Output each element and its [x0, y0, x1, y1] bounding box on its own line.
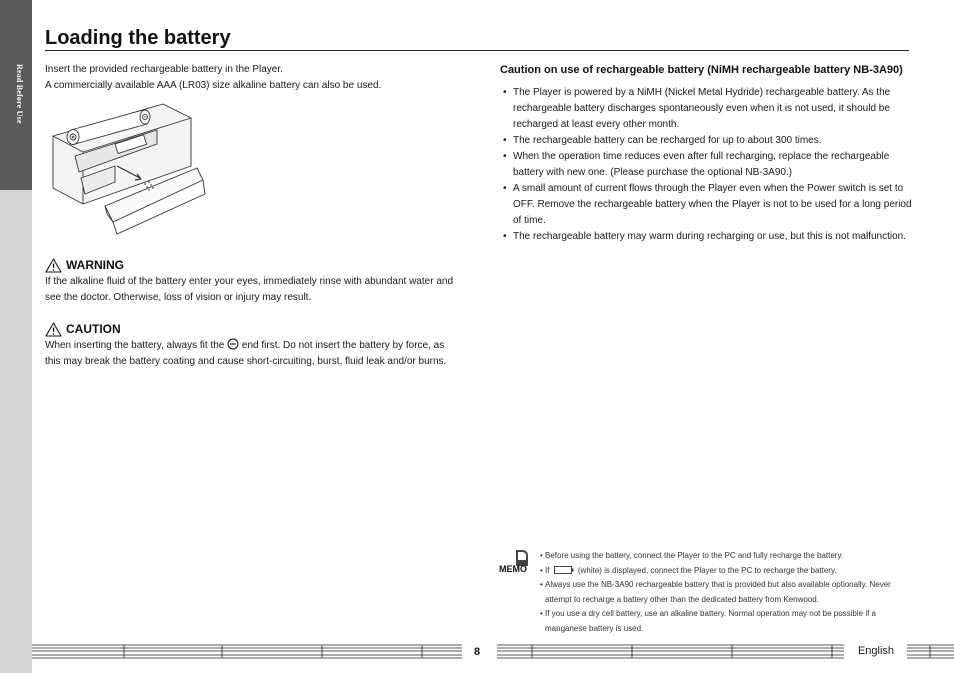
memo-item-text-end: (white) is displayed, connect the Player to the PC to recharge the battery. — [577, 565, 837, 575]
memo-item: • Always use the NB-3A90 rechargeable battery that is provided but also available optionally. Never attempt to recharge a battery other than the dedicated battery from Kenwood. — [540, 580, 891, 604]
minus-terminal-icon — [227, 338, 239, 350]
memo-item-text-start: If — [545, 565, 550, 575]
list-item: • The Player is powered by a NiMH (Nickel Metal Hydride) rechargeable battery. As the rechargeable battery discharges spontaneously even when it is not used, it should be recharged at least every other month. — [503, 87, 891, 130]
list-item-text: The rechargeable battery can be recharged for up to about 300 times. — [513, 135, 822, 146]
intro-line-1: Insert the provided rechargeable battery in the Player. — [45, 64, 283, 75]
memo-list — [540, 549, 910, 636]
memo-item: • If you use a dry cell battery, use an alkaline battery. Normal operation may not be possible if a manganese battery is used. — [540, 609, 876, 633]
memo-item: • Before using the battery, connect the Player to the PC and fully recharge the battery. — [540, 551, 844, 560]
intro-text — [45, 62, 457, 94]
battery-insertion-illustration-icon — [45, 96, 210, 241]
side-tab — [0, 0, 32, 190]
caution-notice — [45, 320, 457, 370]
list-item-text: The rechargeable battery may warm during recharging or use, but this is not malfunction. — [513, 231, 906, 242]
side-tab-label: Read Before Use — [15, 64, 24, 124]
list-item-text: A small amount of current flows through the Player even when the Power switch is set to OFF. Remove the rechargeable battery when the Player is not to be used for a long period of time. — [513, 183, 912, 226]
list-item: • A small amount of current flows through the Player even when the Power switch is set to OFF. Remove the rechargeable battery when the Player is not to be used for a long period of time. — [503, 183, 912, 226]
rechargeable-caution-heading: Caution on use of rechargeable battery (NiMH rechargeable battery NB-3A90) — [500, 64, 903, 76]
intro-line-2: A commercially available AAA (LR03) size alkaline battery can also be used. — [45, 80, 382, 91]
title-rule — [45, 50, 909, 51]
list-item-text: When the operation time reduces even after full recharging, replace the rechargeable battery with new one. (Please purchase the optional NB-3A90.) — [513, 151, 890, 178]
footer-language: English — [850, 645, 902, 657]
warning-triangle-icon — [45, 258, 62, 273]
battery-status-icon — [554, 566, 574, 574]
rechargeable-caution-list — [500, 85, 912, 245]
memo-item-text: Before using the battery, connect the Player to the PC and fully recharge the battery. — [545, 551, 844, 560]
footer-rule-lines — [32, 643, 954, 661]
caution-text-start: When inserting the battery, always fit the — [45, 340, 225, 351]
memo-icon — [498, 548, 532, 576]
list-item: • The rechargeable battery may warm during recharging or use, but this is not malfunction. — [503, 231, 906, 242]
caution-title: CAUTION — [66, 322, 121, 336]
page-number: 8 — [470, 646, 484, 658]
caution-text — [45, 338, 457, 370]
warning-text: If the alkaline fluid of the battery enter your eyes, immediately rinse with abundant water and see the doctor. Otherwise, loss of vision or injury may result. — [45, 276, 454, 303]
caution-text-end: end first. Do not insert the battery by force, as this may break the battery coating and cause short-circuiting, burst, fluid leak and/or burns. — [45, 340, 447, 367]
warning-header — [45, 256, 457, 274]
caution-header — [45, 320, 457, 338]
page-title: Loading the battery — [45, 27, 231, 49]
caution-triangle-icon — [45, 322, 62, 337]
memo-item: • If (white) is displayed, connect the Player to the PC to recharge the battery. — [540, 565, 837, 575]
memo-item-text: Always use the NB-3A90 rechargeable battery that is provided but also available optionally. Never attempt to recharge a battery other than the dedicated battery from Kenwood. — [545, 580, 891, 604]
memo-icon-label: MEMO — [499, 564, 527, 574]
list-item: • The rechargeable battery can be recharged for up to about 300 times. — [503, 135, 822, 146]
warning-title: WARNING — [66, 258, 124, 272]
warning-notice — [45, 256, 457, 306]
rechargeable-caution-section — [500, 62, 912, 245]
memo-item-text: If you use a dry cell battery, use an alkaline battery. Normal operation may not be possible if a manganese battery is used. — [545, 609, 876, 633]
list-item: • When the operation time reduces even after full recharging, replace the rechargeable battery with new one. (Please purchase the optional NB-3A90.) — [503, 151, 890, 178]
list-item-text: The Player is powered by a NiMH (Nickel Metal Hydride) rechargeable battery. As the rechargeable battery discharges spontaneously even when it is not used, it should be recharged at least every other month. — [513, 87, 891, 130]
